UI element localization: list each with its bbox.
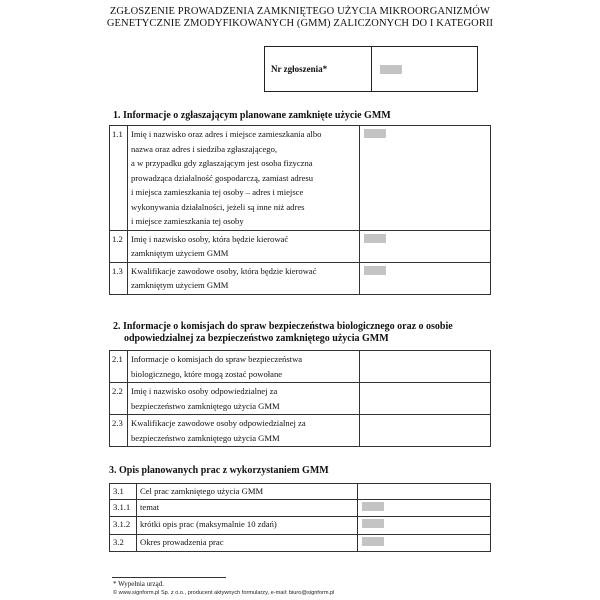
table-row (110, 484, 491, 500)
row-label: krótki opis prac (maksymalnie 10 zdań) (137, 517, 358, 535)
row-value-field[interactable] (360, 383, 491, 415)
section-2-table (109, 350, 491, 447)
row-number: 3.1.1 (110, 499, 137, 517)
row-label (128, 415, 360, 447)
row-value-field[interactable] (358, 517, 491, 535)
row-value-field[interactable] (360, 415, 491, 447)
row-label-line: zamkniętym użyciem GMM (131, 248, 229, 258)
table-row (110, 517, 491, 535)
field-placeholder (364, 266, 386, 275)
row-label-line: prowadząca działalność gospodarczą, zamiast adresu (131, 172, 314, 183)
row-label-line: nazwa oraz adres i siedziba zgłaszającego, (131, 143, 278, 154)
table-row (110, 415, 491, 447)
row-value-field[interactable] (360, 126, 491, 231)
row-label: Okres prowadzenia prac (137, 534, 358, 552)
row-label (128, 262, 360, 294)
row-label-line: Imię i nazwisko oraz adres i miejsce zamieszkania albo (131, 129, 322, 139)
title-line-2: GENETYCZNIE ZMODYFIKOWANYCH (GMM) ZALICZONYCH DO I KATEGORII (106, 18, 494, 29)
row-label-line: Imię i nazwisko osoby, która będzie kierować (131, 233, 289, 244)
field-placeholder (362, 519, 384, 528)
row-value-field[interactable] (360, 230, 491, 262)
row-label-line: zamkniętym użyciem GMM (131, 280, 229, 290)
section-2-heading-line: odpowiedzialnej za bezpieczeństwo zamkniętego użycia GMM (124, 333, 389, 344)
row-label-line: a w przypadku gdy zgłaszającym jest osoba fizyczna (131, 158, 313, 168)
footnote-divider (112, 577, 226, 578)
row-number: 1.2 (110, 230, 128, 262)
table-row (110, 499, 491, 517)
registration-number-label: Nr zgłoszenia* (265, 47, 372, 91)
row-label: Cel prac zamkniętego użycia GMM (137, 484, 358, 500)
section-3-table (109, 483, 491, 552)
row-label (128, 230, 360, 262)
table-row (110, 383, 491, 415)
section-2-heading-line: 2. Informacje o komisjach do spraw bezpieczeństwa biologicznego oraz o osobie (113, 321, 453, 332)
section-3-heading: 3. Opis planowanych prac z wykorzystaniem GMM (109, 465, 329, 476)
row-label-line: Imię i nazwisko osoby odpowiedzialnej za (131, 386, 278, 396)
table-row (110, 534, 491, 552)
footnote: * Wypełnia urząd. (113, 580, 164, 588)
field-placeholder (380, 65, 402, 74)
row-number: 3.2 (110, 534, 137, 552)
table-row (110, 262, 491, 294)
row-value-field[interactable] (360, 262, 491, 294)
field-placeholder (364, 234, 386, 243)
footer-copyright: © www.signform.pl Sp. z o.o., producent aktywnych formularzy, e-mail: biuro@signform.pl (113, 590, 335, 596)
row-number: 3.1 (110, 484, 137, 500)
registration-number-field[interactable] (372, 47, 477, 91)
row-label-line: biologicznego, które mogą zostać powołane (131, 368, 283, 379)
row-number: 3.1.2 (110, 517, 137, 535)
row-number: 2.2 (110, 383, 128, 415)
table-row (110, 351, 491, 383)
row-number: 2.1 (110, 351, 128, 383)
table-row (110, 230, 491, 262)
section-1-heading: 1. Informacje o zgłaszającym planowane zamknięte użycie GMM (113, 110, 391, 121)
row-number: 1.1 (110, 126, 128, 231)
section-2-heading (113, 321, 453, 345)
row-label-line: bezpieczeństwo zamkniętego użycia GMM (131, 432, 280, 443)
table-row (110, 126, 491, 231)
row-label-line: Informacje o komisjach do spraw bezpieczeństwa (131, 354, 303, 364)
row-value-field[interactable] (358, 484, 491, 500)
row-label-line: Kwalifikacje zawodowe osoby odpowiedzialnej za (131, 418, 306, 428)
row-label-line: wykonywania działalności, jeżeli są inne niż adres (131, 201, 305, 212)
title-line-1: ZGŁOSZENIE PROWADZENIA ZAMKNIĘTEGO UŻYCIA MIKROORGANIZMÓW (109, 6, 491, 17)
row-number: 1.3 (110, 262, 128, 294)
row-label-line: i miejsca zamieszkania tej osoby – adres i miejsce (131, 187, 304, 197)
registration-number-box (264, 46, 478, 92)
row-label (128, 126, 360, 231)
row-label (128, 351, 360, 383)
row-value-field[interactable] (358, 499, 491, 517)
section-1-table (109, 125, 491, 295)
field-placeholder (362, 502, 384, 511)
row-label-line: bezpieczeństwo zamkniętego użycia GMM (131, 400, 280, 411)
row-number: 2.3 (110, 415, 128, 447)
field-placeholder (364, 129, 386, 138)
row-label: temat (137, 499, 358, 517)
document-title (60, 6, 540, 30)
row-label (128, 383, 360, 415)
row-value-field[interactable] (360, 351, 491, 383)
field-placeholder (362, 537, 384, 546)
row-label-line: Kwalifikacje zawodowe osoby, która będzie kierować (131, 265, 317, 276)
row-label-line: i miejsce zamieszkania tej osoby (131, 216, 244, 226)
row-value-field[interactable] (358, 534, 491, 552)
